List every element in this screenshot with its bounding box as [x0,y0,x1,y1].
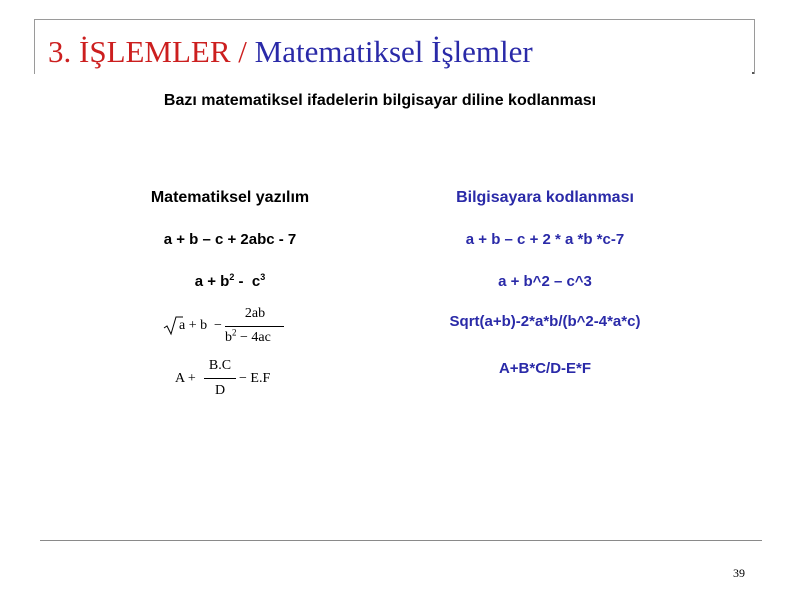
expr2-mid: - c [234,273,261,290]
code-expression-3: Sqrt(a+b)-2*a*b/(b^2-4*a*c) [449,313,641,330]
corner-mark [752,72,754,74]
denominator-base: b [225,330,232,345]
code-expression-2: a + b^2 – c^3 [498,273,592,290]
math-expression-4 [175,357,285,403]
math-expression-1: a + b – c + 2abc - 7 [163,231,297,248]
sqrt-content: a + b [179,318,208,333]
right-column-header: Bilgisayara kodlanması [456,189,634,206]
footer-divider [40,540,762,541]
expr2-base: a + b [194,273,230,290]
denominator-rest: − 4ac [236,330,271,345]
left-column-header: Matematiksel yazılım [150,189,310,206]
math-expression-3 [163,305,293,353]
denominator-exponent: 2 [232,327,237,338]
expr2-exponent-2: 3 [260,272,266,282]
minus-sign: − [214,318,222,333]
slide-frame-top [34,19,755,20]
code-expression-4: A+B*C/D-E*F [498,360,592,377]
title-topic: Matematiksel İşlemler [254,34,533,69]
slide-frame-left [34,19,35,74]
slide-subtitle: Bazı matematiksel ifadelerin bilgisayar diline kodlanması [163,92,597,109]
page-number: 39 [733,566,745,580]
math-expression-2 [100,273,360,290]
title-section: 3. İŞLEMLER / [48,34,247,69]
expr4-denominator: D [214,383,226,398]
expr4-numerator: B.C [208,358,232,373]
code-expression-1: a + b – c + 2 * a *b *c-7 [465,231,625,248]
slide-frame-right [754,19,755,74]
expr4-fraction-bar [204,378,236,379]
slide-title [48,32,533,72]
fraction-denominator [225,327,271,346]
expr4-rhs: − E.F [239,371,271,386]
expr2-exponent-1: 2 [229,272,235,282]
fraction-numerator: 2ab [244,306,266,321]
expr4-lhs: A + [175,371,196,386]
